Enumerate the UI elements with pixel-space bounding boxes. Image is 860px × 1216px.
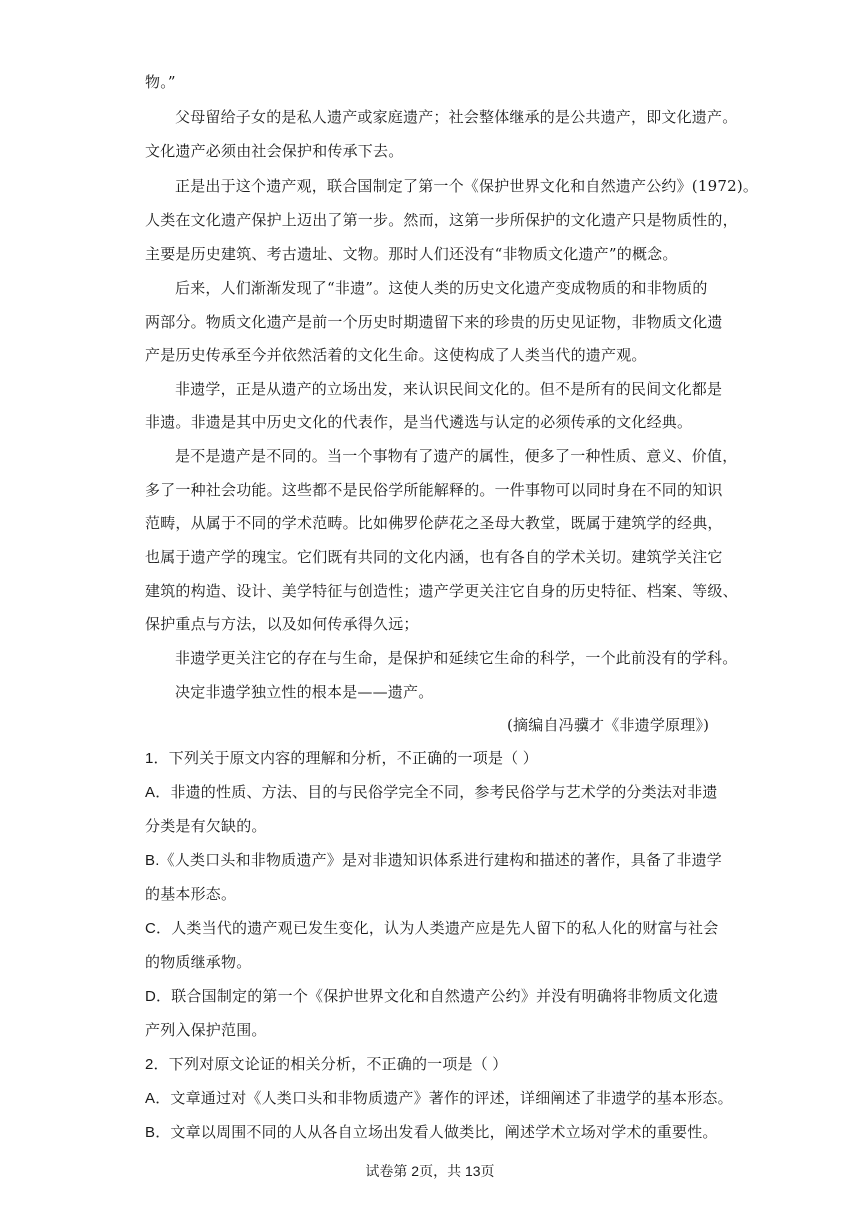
passage-paragraph-start: 是不是遗产是不同的。当一个事物有了遗产的属性，便多了一种性质、意义、价值， bbox=[175, 447, 738, 465]
passage-line: 范畴，从属于不同的学术范畴。比如佛罗伦萨花之圣母大教堂，既属于建筑学的经典， bbox=[145, 514, 723, 532]
passage-line: 物。” bbox=[145, 73, 176, 91]
question-2-option-a: A．文章通过对《人类口头和非物质遗产》著作的评述，详细阐述了非遗学的基本形态。 bbox=[145, 1090, 733, 1107]
passage-line: 也属于遗产学的瑰宝。它们既有共同的文化内涵，也有各自的学术关切。建筑学关注它 bbox=[145, 548, 723, 566]
question-1-option-c: C．人类当代的遗产观已发生变化，认为人类遗产应是先人留下的私人化的财富与社会 bbox=[145, 920, 719, 937]
question-1-stem: 1．下列关于原文内容的理解和分析，不正确的一项是（ ） bbox=[145, 750, 538, 767]
question-2-option-b: B．文章以周围不同的人从各自立场出发看人做类比，阐述学术立场对学术的重要性。 bbox=[145, 1124, 718, 1141]
question-1-option-c-cont: 的物质继承物。 bbox=[145, 954, 252, 971]
passage-line: 保护重点与方法，以及如何传承得久远； bbox=[145, 615, 419, 633]
passage-paragraph-start: 后来，人们渐渐发现了“非遗”。这使人类的历史文化遗产变成物质的和非物质的 bbox=[175, 279, 708, 297]
page-footer: 试卷第 2页，共 13页 bbox=[365, 1163, 495, 1179]
question-1-option-d-cont: 产列入保护范围。 bbox=[145, 1022, 267, 1039]
question-2-stem: 2．下列对原文论证的相关分析，不正确的一项是（ ） bbox=[145, 1056, 508, 1073]
passage-paragraph-start: 正是出于这个遗产观，联合国制定了第一个《保护世界文化和自然遗产公约》(1972)。 bbox=[175, 177, 759, 195]
passage-line: 产是历史传承至今并依然活着的文化生命。这使构成了人类当代的遗产观。 bbox=[145, 346, 647, 364]
passage-line: 非遗。非遗是其中历史文化的代表作，是当代遴选与认定的必须传承的文化经典。 bbox=[145, 413, 693, 431]
passage-line: 两部分。物质文化遗产是前一个历史时期遗留下来的珍贵的历史见证物，非物质文化遗 bbox=[145, 313, 723, 331]
question-1-option-b: B.《人类口头和非物质遗产》是对非遗知识体系进行建构和描述的著作，具备了非遗学 bbox=[145, 852, 722, 869]
question-1-option-b-cont: 的基本形态。 bbox=[145, 886, 237, 903]
passage-line: 文化遗产必须由社会保护和传承下去。 bbox=[145, 142, 404, 160]
question-1-option-d: D．联合国制定的第一个《保护世界文化和自然遗产公约》并没有明确将非物质文化遗 bbox=[145, 988, 719, 1005]
source-citation: (摘编自冯骥才《非遗学原理》) bbox=[507, 716, 710, 734]
passage-line: 建筑的构造、设计、美学特征与创造性；遗产学更关注它自身的历史特征、档案、等级、 bbox=[145, 582, 738, 600]
passage-line: 人类在文化遗产保护上迈出了第一步。然而，这第一步所保护的文化遗产只是物质性的， bbox=[145, 211, 738, 229]
passage-paragraph-start: 决定非遗学独立性的根本是——遗产。 bbox=[175, 683, 434, 701]
passage-line: 多了一种社会功能。这些都不是民俗学所能解释的。一件事物可以同时身在不同的知识 bbox=[145, 481, 723, 499]
question-1-option-a-cont: 分类是有欠缺的。 bbox=[145, 818, 267, 835]
passage-paragraph-start: 非遗学，正是从遗产的立场出发，来认识民间文化的。但不是所有的民间文化都是 bbox=[175, 380, 723, 398]
passage-paragraph-start: 父母留给子女的是私人遗产或家庭遗产；社会整体继承的是公共遗产，即文化遗产。 bbox=[175, 108, 738, 126]
passage-paragraph-start: 非遗学更关注它的存在与生命，是保护和延续它生命的科学，一个此前没有的学科。 bbox=[175, 649, 738, 667]
passage-line: 主要是历史建筑、考古遗址、文物。那时人们还没有“非物质文化遗产”的概念。 bbox=[145, 245, 678, 263]
question-1-option-a: A．非遗的性质、方法、目的与民俗学完全不同，参考民俗学与艺术学的分类法对非遗 bbox=[145, 784, 718, 801]
